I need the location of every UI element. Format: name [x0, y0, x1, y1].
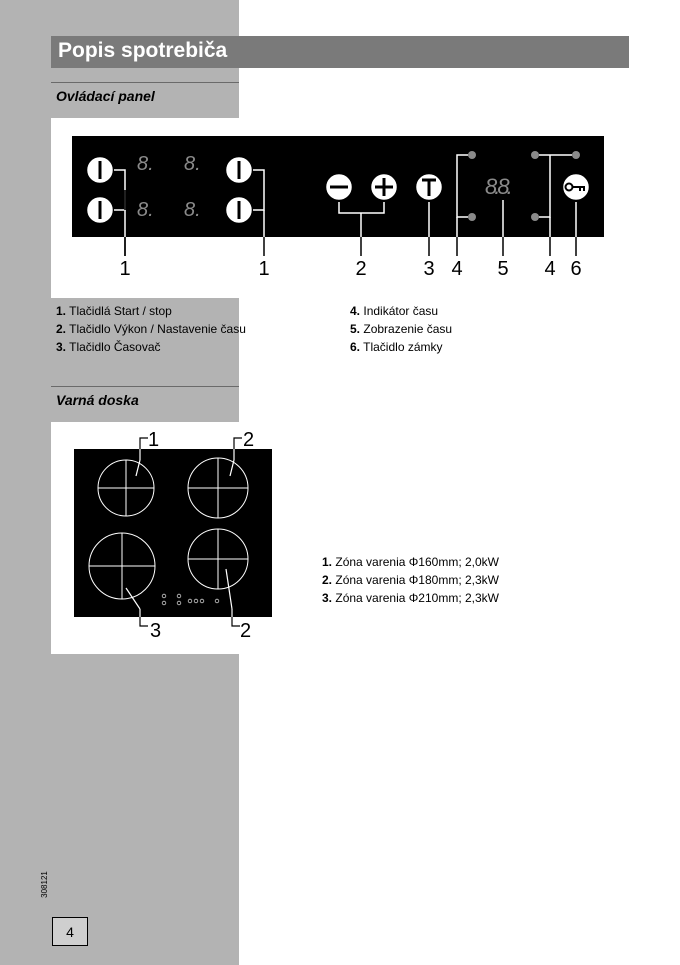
- power-button-top-right-icon: [225, 156, 253, 184]
- minus-button-icon: [325, 173, 353, 201]
- hob-callout-3: 3: [150, 620, 162, 642]
- time-indicator-top-mid-icon: [531, 151, 539, 159]
- section-heading-hob: [51, 386, 239, 408]
- callout-6: 6: [570, 258, 582, 280]
- callout-2: 2: [355, 258, 367, 280]
- legend-item: 3. Zóna varenia Φ210mm; 2,3kW: [322, 591, 499, 605]
- legend-item: 2. Zóna varenia Φ180mm; 2,3kW: [322, 573, 499, 587]
- page-number: 4: [52, 917, 88, 946]
- hob-callout-2a: 2: [243, 429, 255, 451]
- control-legend-left: [56, 302, 246, 356]
- time-indicator-top-right-icon: [572, 151, 580, 159]
- callout-1b: 1: [258, 258, 270, 280]
- hob-callout-2b: 2: [240, 620, 252, 642]
- callout-4b: 4: [544, 258, 556, 280]
- power-button-bottom-right-icon: [225, 196, 253, 224]
- zone-display-4: 8.: [184, 199, 201, 221]
- cooking-zone-top-right: [188, 458, 248, 518]
- hob-callout-1: 1: [148, 429, 160, 451]
- legend-item: 5. Zobrazenie času: [350, 322, 453, 336]
- cooking-zone-top-left: [98, 460, 154, 516]
- time-indicator-bottom-right-icon: [531, 213, 539, 221]
- callout-3: 3: [423, 258, 435, 280]
- control-legend-right: [350, 302, 452, 356]
- section-heading-text: Varná doska: [56, 392, 139, 408]
- section-heading-text: Ovládací panel: [56, 88, 155, 104]
- callout-4a: 4: [451, 258, 463, 280]
- hob-diagram: [60, 426, 290, 648]
- power-button-top-left-icon: [86, 156, 114, 184]
- time-indicator-top-left-icon: [468, 151, 476, 159]
- callout-1a: 1: [119, 258, 131, 280]
- legend-item: 2. Tlačidlo Výkon / Nastavenie času: [56, 322, 246, 336]
- plus-button-icon: [370, 173, 398, 201]
- key-lock-button-icon: [562, 173, 590, 201]
- timer-button-icon: [415, 173, 443, 201]
- power-button-bottom-left-icon: [86, 196, 114, 224]
- time-indicator-bottom-left-icon: [468, 213, 476, 221]
- zone-display-1: 8.: [137, 153, 154, 175]
- legend-item: 1. Tlačidlá Start / stop: [56, 304, 172, 318]
- legend-item: 6. Tlačidlo zámky: [350, 340, 443, 354]
- zone-display-3: 8.: [137, 199, 154, 221]
- zone-display-2: 8.: [184, 153, 201, 175]
- callout-5: 5: [497, 258, 509, 280]
- cooking-zone-bottom-left: [89, 533, 155, 599]
- legend-item: 3. Tlačidlo Časovač: [56, 340, 161, 354]
- document-code: 308121: [39, 871, 49, 898]
- time-display: 8.8.: [485, 174, 510, 199]
- control-panel-diagram: [60, 128, 620, 288]
- legend-item: 4. Indikátor času: [350, 304, 439, 318]
- legend-item: 1. Zóna varenia Φ160mm; 2,0kW: [322, 555, 499, 569]
- hob-legend: [322, 553, 499, 607]
- cooking-zone-bottom-right: [188, 529, 248, 589]
- page-title: Popis spotrebiča: [58, 39, 228, 62]
- section-heading-control-panel: [51, 82, 239, 104]
